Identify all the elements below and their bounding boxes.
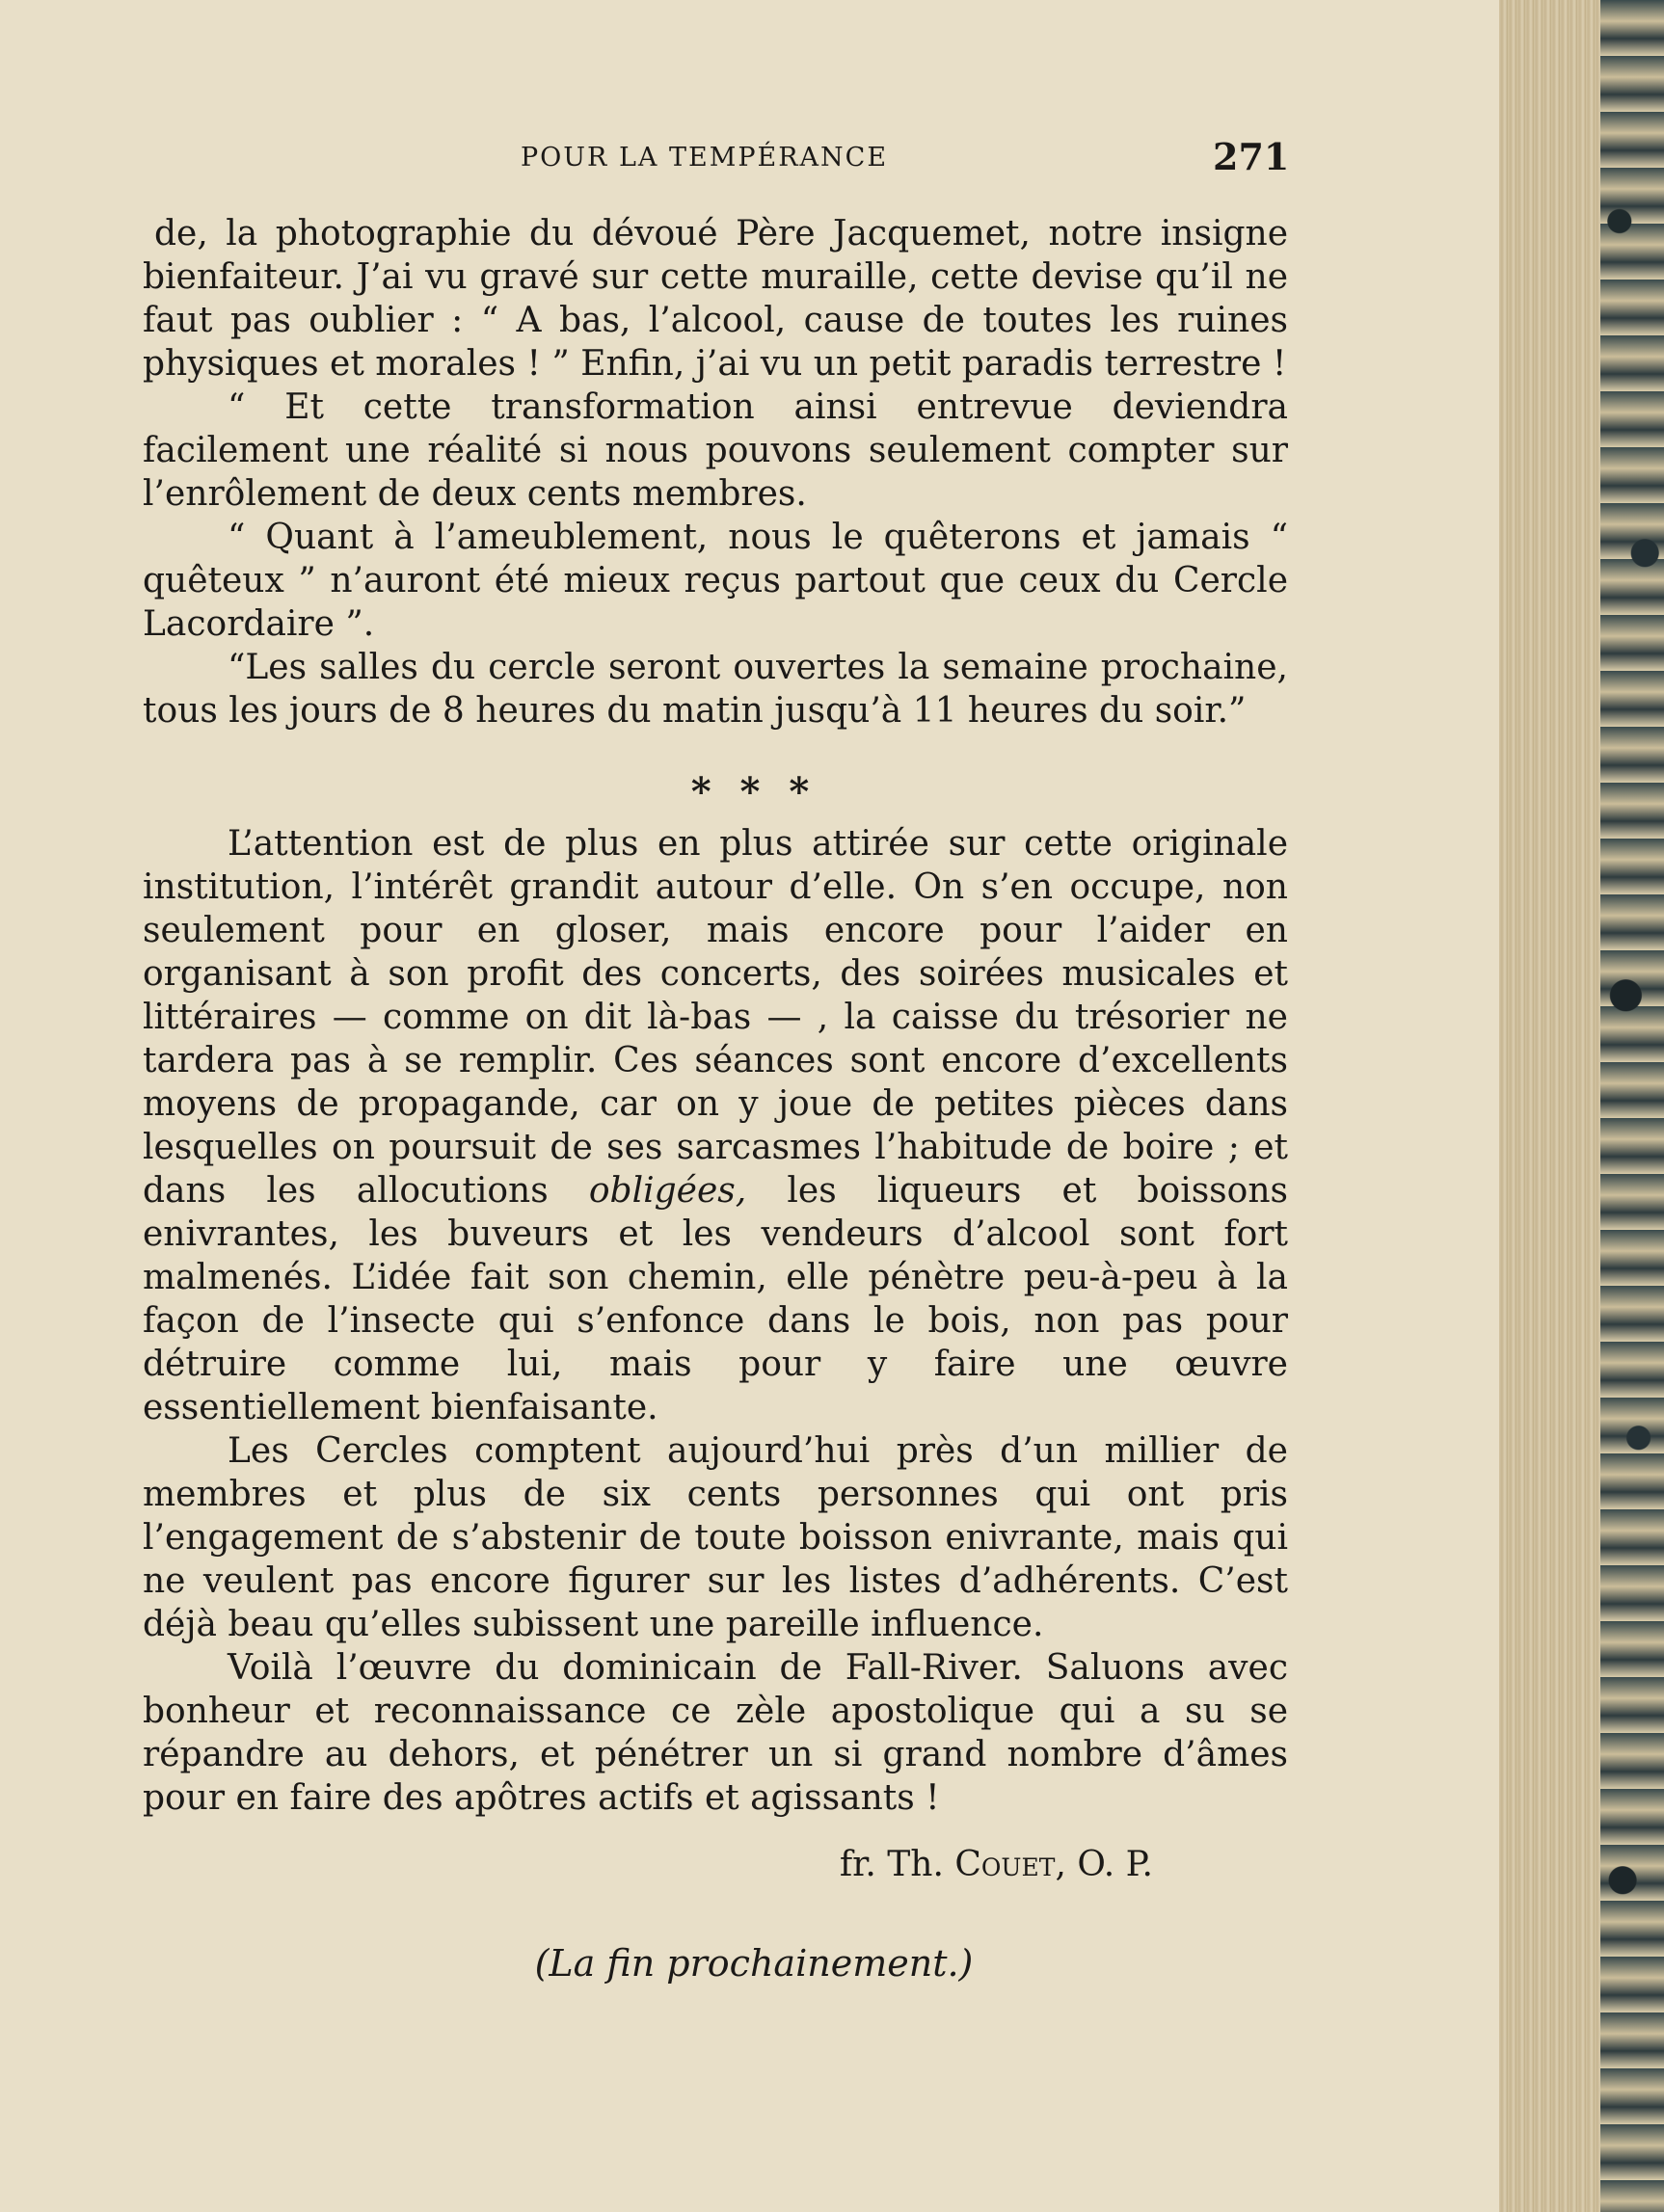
body-text <box>143 212 1288 1985</box>
paragraph: “ Quant à l’ameublement, nous le quêterons et jamais “ quêteux ” n’auront été mieux reçus partout que ceux du Cercle Lacordaire ”. <box>143 518 1288 644</box>
section-separator: ⁎ ⁎ ⁎ <box>690 759 818 804</box>
continuation-note: (La fin prochainement.) <box>534 1942 974 1985</box>
paragraph: “Les salles du cercle seront ouvertes la semaine prochaine, tous les jours de 8 heures du matin jusqu’à 11 heures du soir.” <box>143 648 1288 731</box>
paragraph: Voilà l’œuvre du dominicain de Fall-River. Saluons avec bonheur et reconnaissance ce zèle apostolique qui a su se répandre au dehors, et pénétrer un si grand nombre d’âmes pour en faire des apôtres actifs et agissants ! <box>143 1648 1288 1818</box>
signature-prefix: fr. Th. <box>839 1845 944 1884</box>
paragraph <box>143 822 1288 1429</box>
italic-word: obligées, <box>588 1171 747 1211</box>
page-header <box>0 135 1499 183</box>
paragraph: “ Et cette transformation ainsi entrevue deviendra facilement une réalité si nous pouvons seulement compter sur l’enrôlement de deux cents membres. <box>143 387 1288 514</box>
signature-suffix: , O. P. <box>1055 1845 1153 1884</box>
page-number: 271 <box>1213 135 1290 178</box>
signature-name: Couet <box>954 1845 1056 1884</box>
paragraph: Les Cercles comptent aujourd’hui près d’un millier de membres et plus de six cents personnes qui ont pris l’engagement de s’abstenir de toute boisson enivrante, mais qui ne veulent pas encore figurer sur les listes d’adhérents. C’est déjà beau qu’elles subissent une pareille influence. <box>143 1431 1288 1644</box>
paragraph-text: les liqueurs et boissons enivrantes, les buveurs et les vendeurs d’alcool sont fort malmenés. L’idée fait son chemin, elle pénètre peu-à-peu à la façon de l’insecte qui s’enfonce dans le bois, non pas pour détruire comme lui, mais pour y faire une œuvre essentiellement bienfaisante. <box>143 1171 1288 1427</box>
paragraph: de, la photographie du dévoué Père Jacquemet, notre insigne bienfaiteur. J’ai vu gravé sur cette muraille, cette devise qu’il ne faut pas oublier : “ A bas, l’alcool, cause de toutes les ruines physiques et morales ! ” Enfin, j’ai vu un petit paradis terrestre ! <box>143 214 1288 384</box>
marbled-edge <box>1600 0 1664 2212</box>
signature <box>143 1843 1153 1886</box>
paragraph-text: L’attention est de plus en plus attirée sur cette originale institution, l’intérêt grandit autour d’elle. On s’en occupe, non seulement pour en gloser, mais encore pour l’aider en organisant à son profit des concerts, des soirées musicales et littéraires — comme on dit là-bas — , la caisse du trésorier ne tardera pas à se remplir. Ces séances sont encore d’excellents moyens de propagande, car on y joue de petites pièces dans lesquelles on poursuit de ses sarcasmes l’habitude de boire ; et dans les allocutions <box>143 824 1288 1211</box>
running-title: POUR LA TEMPÉRANCE <box>521 143 889 173</box>
